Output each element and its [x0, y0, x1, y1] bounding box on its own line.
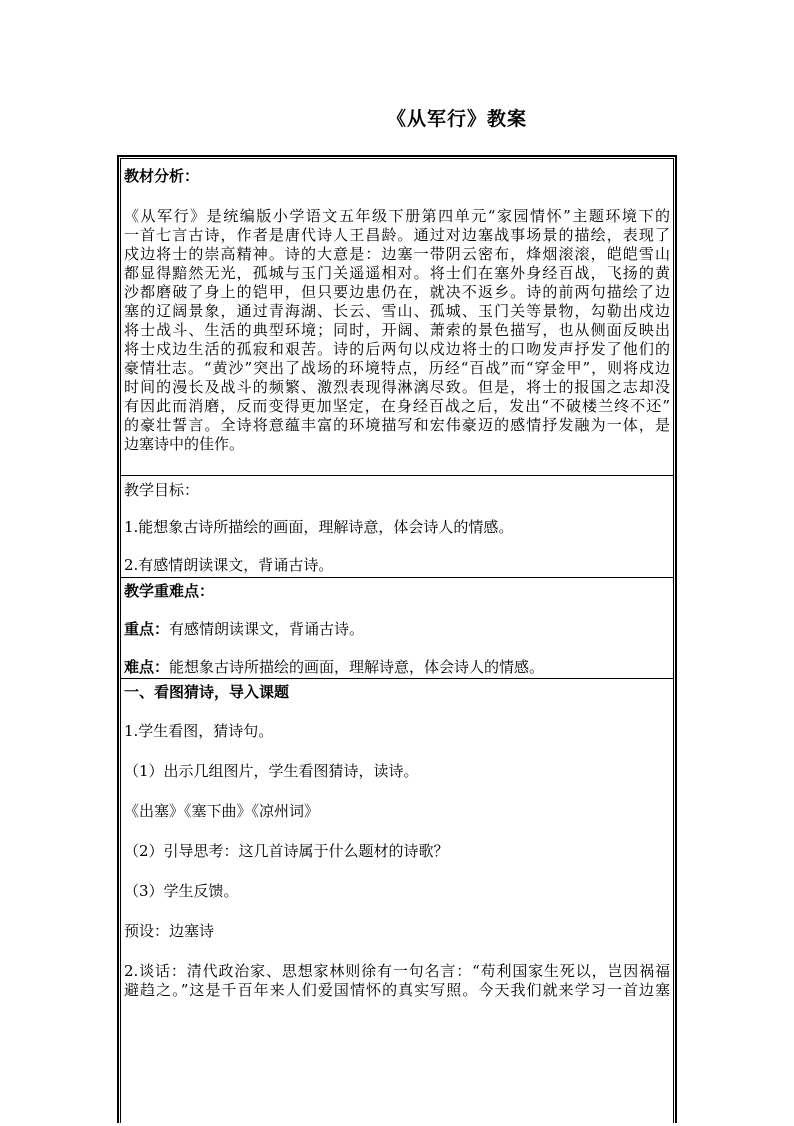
objectives-section — [121, 475, 673, 575]
difficult-point-text: 能想象古诗所描绘的画面，理解诗意，体会诗人的情感。 — [169, 658, 545, 676]
key-point-label: 重点： — [124, 620, 170, 638]
key-points-heading: 教学重难点： — [124, 582, 215, 600]
lesson-line: （1）出示几组图片，学生看图猜诗，读诗。 — [124, 762, 419, 780]
difficult-point-row — [124, 658, 670, 677]
table-inner-border — [120, 158, 674, 1123]
difficult-point-label: 难点： — [124, 658, 170, 676]
lesson-line: 预设：边塞诗 — [124, 922, 215, 940]
lesson-line: （2）引导思考：这几首诗属于什么题材的诗歌？ — [124, 842, 449, 860]
lesson-line: 1.学生看图，猜诗句。 — [124, 722, 274, 740]
analysis-line: 的豪壮誓言。全诗将意蕴丰富的环境描写和宏伟豪迈的感情抒发融为一体，是 — [124, 416, 670, 434]
analysis-line: 时间的漫长及战斗的频繁、激烈表现得淋漓尽致。但是，将士的报国之志却没 — [124, 378, 670, 396]
lesson-line: 《出塞》《塞下曲》《凉州词》 — [124, 802, 320, 820]
key-point-text: 有感情朗读课文，背诵古诗。 — [169, 620, 365, 638]
objectives-heading: 教学目标： — [124, 481, 200, 499]
lesson-talk-line: 避趋之。”这是千百年来人们爱国情怀的真实写照。今天我们就来学习一首边塞 — [124, 981, 670, 999]
lesson-talk-line: 2.谈话：清代政治家、思想家林则徐有一句名言：“苟利国家生死以，岂因祸福 — [124, 962, 670, 980]
key-point-row — [124, 620, 670, 639]
analysis-line: 将士戍边生活的孤寂和艰苦。诗的后两句以戍边将士的口吻发声抒发了他们的 — [124, 340, 670, 358]
analysis-line: 有因此而消磨，反而变得更加坚定，在身经百战之后，发出“不破楼兰终不还” — [124, 397, 670, 415]
lesson-heading: 一、看图猜诗，导入课题 — [124, 683, 290, 701]
analysis-line: 将士战斗、生活的典型环境；同时，开阔、萧索的景色描写，也从侧面反映出 — [124, 321, 670, 339]
page-title: 《从军行》教案 — [386, 108, 527, 130]
analysis-section — [121, 159, 673, 482]
analysis-line: 塞的辽阔景象，通过青海湖、长云、雪山、孤城、玉门关等景物，勾勒出戍边 — [124, 302, 670, 320]
key-points-section — [121, 577, 673, 677]
lesson-line: （3）学生反馈。 — [124, 882, 239, 900]
analysis-line: 戍边将士的崇高精神。诗的大意是：边塞一带阴云密布，烽烟滚滚，皑皑雪山 — [124, 245, 670, 263]
analysis-line: 《从军行》是统编版小学语文五年级下册第四单元“家园情怀”主题环境下的 — [124, 207, 670, 225]
analysis-line: 边塞诗中的佳作。 — [124, 435, 245, 453]
lesson-plan-table — [117, 155, 677, 1123]
objective-item: 2.有感情朗读课文，背诵古诗。 — [124, 556, 334, 574]
analysis-line: 都显得黯然无光，孤城与玉门关遥遥相对。将士们在塞外身经百战，飞扬的黄 — [124, 264, 670, 282]
lesson-section — [121, 678, 673, 1126]
objective-item: 1.能想象古诗所描绘的画面，理解诗意，体会诗人的情感。 — [124, 518, 514, 536]
analysis-line: 沙都磨破了身上的铠甲，但只要边患仍在，就决不返乡。诗的前两句描绘了边 — [124, 283, 670, 301]
analysis-line: 豪情壮志。“黄沙”突出了战场的环境特点，历经“百战”而“穿金甲”，则将戍边 — [124, 359, 670, 377]
analysis-line: 一首七言古诗，作者是唐代诗人王昌龄。通过对边塞战事场景的描绘，表现了 — [124, 226, 670, 244]
analysis-heading: 教材分析： — [124, 167, 200, 185]
